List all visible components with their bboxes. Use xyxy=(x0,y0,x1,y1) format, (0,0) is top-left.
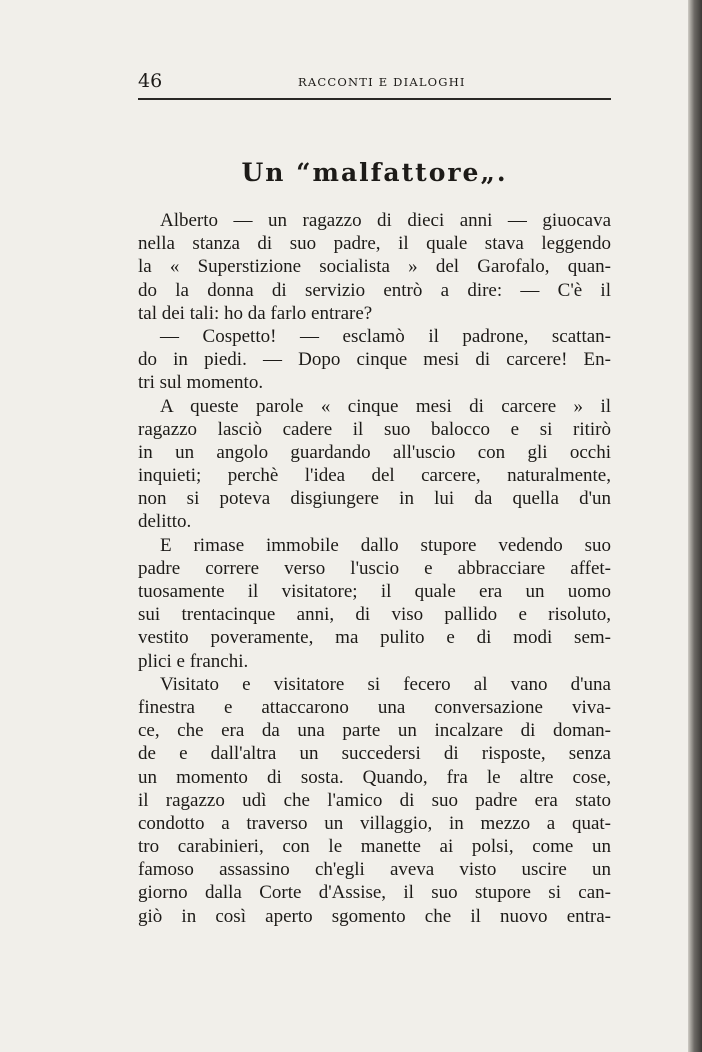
text-line: — Cospetto! — esclamò il padrone, scattan- xyxy=(160,325,611,347)
text-line: A queste parole « cinque mesi di carcere » il xyxy=(160,395,611,417)
text-line: condotto a traverso un villaggio, in mezzo a quat- xyxy=(138,812,611,834)
text-line: tri sul momento. xyxy=(138,372,264,394)
text-line: padre correre verso l'uscio e abbracciare affet- xyxy=(138,557,611,579)
text-line: inquieti; perchè l'idea del carcere, naturalmente, xyxy=(138,465,611,487)
text-line: tuosamente il visitatore; il quale era un uomo xyxy=(138,581,611,602)
text-line: plici e franchi. xyxy=(138,650,249,672)
text-line: famoso assassino ch'egli aveva visto uscire un xyxy=(138,859,611,881)
page-binding-edge xyxy=(688,0,702,1052)
text-line: do in piedi. — Dopo cinque mesi di carcere! En- xyxy=(138,349,611,371)
text-line: de e dall'altra un succedersi di risposte, senza xyxy=(138,743,611,765)
text-line: non si poteva disgiungere in lui da quella d'un xyxy=(138,488,611,510)
text-line: il ragazzo udì che l'amico di suo padre era stato xyxy=(138,789,611,811)
text-line: Visitato e visitatore si fecero al vano d'una xyxy=(160,673,611,695)
text-line: Alberto — un ragazzo di dieci anni — giuocava xyxy=(160,210,611,231)
text-line: giorno dalla Corte d'Assise, il suo stupore si can- xyxy=(138,882,611,904)
text-line: finestra e attaccarono una conversazione viva- xyxy=(138,696,611,718)
text-line: tal dei tali: ho da farlo entrare? xyxy=(138,302,373,324)
text-line: vestito poveramente, ma pulito e di modi sem- xyxy=(138,627,611,649)
page-header xyxy=(138,70,611,98)
header-rule xyxy=(138,98,611,100)
text-line: ce, che era da una parte un incalzare di doman- xyxy=(138,720,611,742)
text-line: in un angolo guardando all'uscio con gli occhi xyxy=(138,441,611,463)
text-line: delitto. xyxy=(138,511,192,533)
text-line: do la donna di servizio entrò a dire: — C'è il xyxy=(138,279,611,301)
text-line: tro carabinieri, con le manette ai polsi, come un xyxy=(138,836,611,858)
text-line: un momento di sosta. Quando, fra le altre cose, xyxy=(138,766,611,788)
text-line: E rimase immobile dallo stupore vedendo suo xyxy=(160,534,611,556)
running-head: RACCONTI E DIALOGHI xyxy=(298,75,466,89)
text-line: sui trentacinque anni, di viso pallido e risoluto, xyxy=(138,604,611,626)
text-line: ragazzo lasciò cadere il suo balocco e si ritirò xyxy=(138,418,611,440)
page-number: 46 xyxy=(138,70,163,92)
text-line: nella stanza di suo padre, il quale stava leggendo xyxy=(138,233,611,255)
text-line: giò in così aperto sgomento che il nuovo entra- xyxy=(138,905,611,927)
text-line: la « Superstizione socialista » del Garofalo, quan- xyxy=(138,256,611,278)
body-text xyxy=(138,209,611,928)
chapter-title: Un “malfattore„. xyxy=(241,158,508,187)
